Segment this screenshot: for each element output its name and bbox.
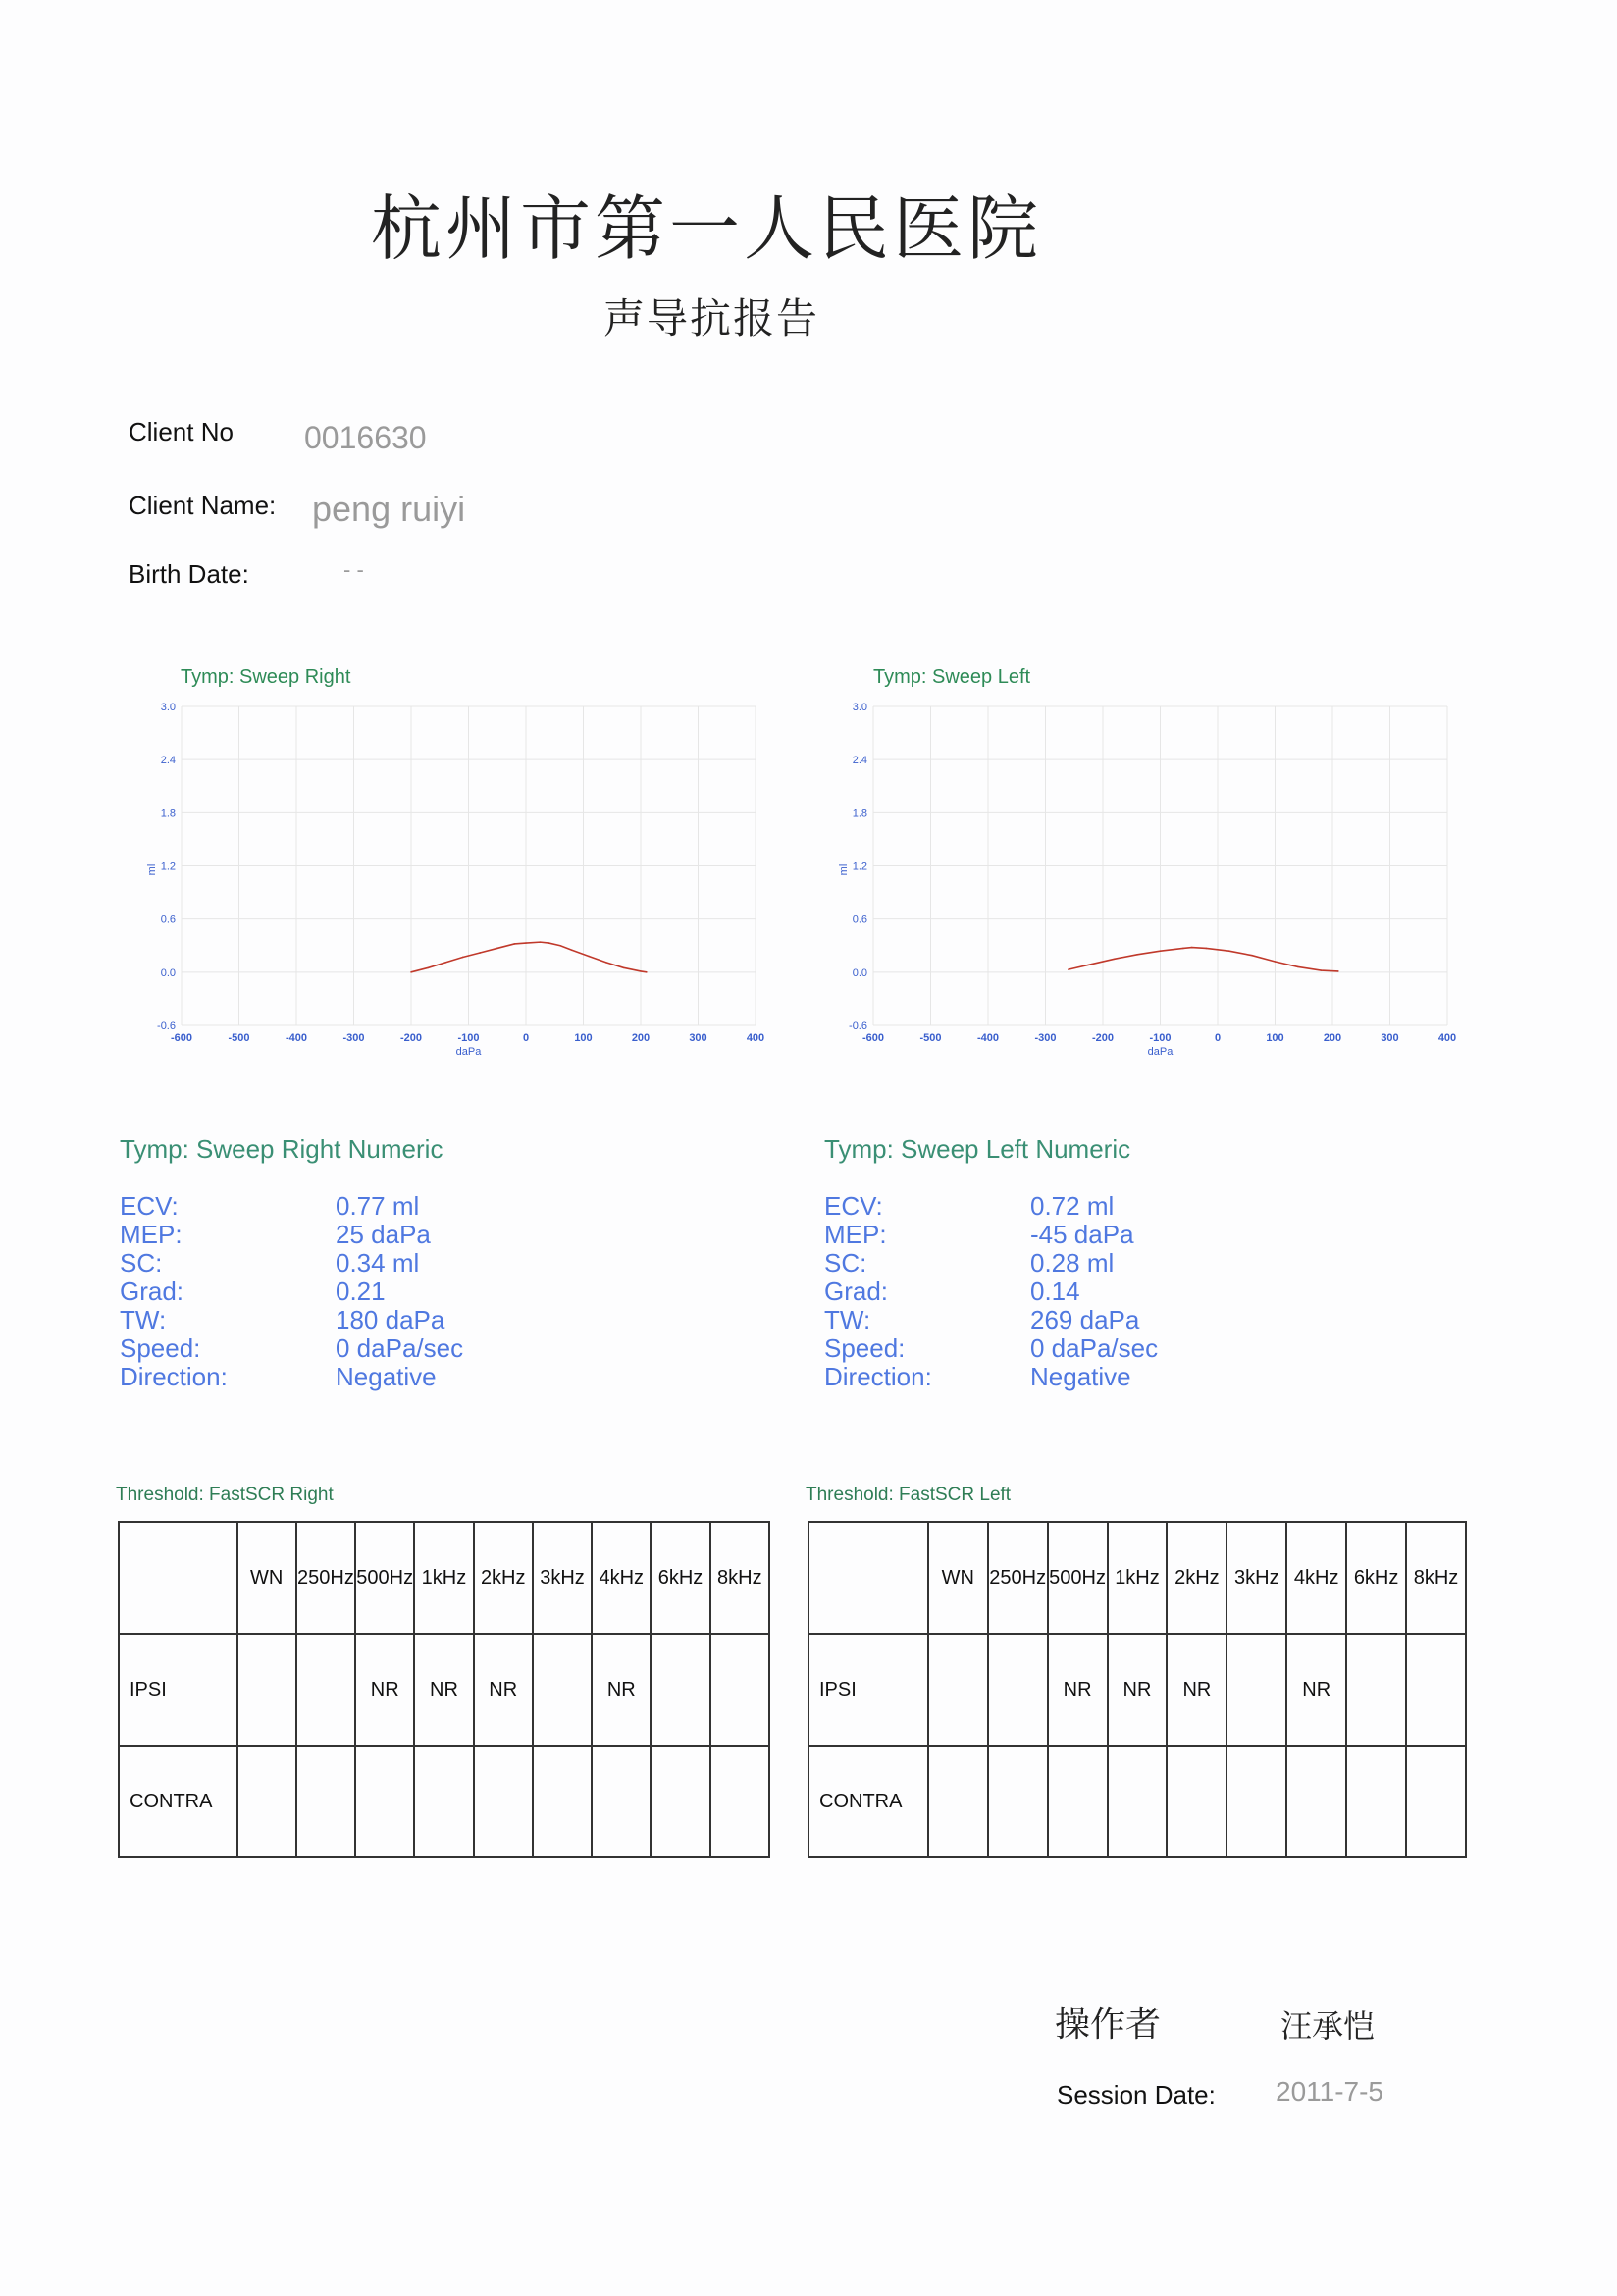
y-tick-label: 2.4 bbox=[160, 755, 176, 767]
threshold-left-cell: NR bbox=[1167, 1634, 1226, 1746]
data-point bbox=[1136, 954, 1138, 956]
x-tick-label: -400 bbox=[976, 1032, 1000, 1044]
tymp-series-line bbox=[411, 942, 647, 972]
operator-label: 操作者 bbox=[1055, 2005, 1162, 2045]
data-point bbox=[646, 971, 648, 973]
threshold-left-cell: NR bbox=[1286, 1634, 1346, 1746]
numeric-right-value: 0 daPa/sec bbox=[336, 1333, 464, 1363]
threshold-right-cell bbox=[710, 1746, 769, 1857]
numeric-right-value: 0.34 ml bbox=[336, 1248, 420, 1278]
numeric-left-key: TW: bbox=[824, 1305, 871, 1334]
threshold-left-cell bbox=[1346, 1634, 1406, 1746]
threshold-right-header-cell: 3kHz bbox=[533, 1522, 592, 1634]
session-date-label: Session Date: bbox=[1057, 2080, 1216, 2110]
threshold-left-cell bbox=[1406, 1634, 1466, 1746]
numeric-left-row bbox=[824, 1278, 1315, 1306]
threshold-left-cell bbox=[1406, 1746, 1466, 1857]
x-tick-label: -300 bbox=[342, 1032, 365, 1044]
data-point bbox=[571, 949, 573, 951]
client-name-label: Client Name: bbox=[129, 491, 277, 520]
numeric-right-key: Speed: bbox=[120, 1333, 201, 1363]
numeric-left-row bbox=[824, 1249, 1315, 1278]
x-axis-label: daPa bbox=[1147, 1046, 1174, 1058]
x-tick-label: -200 bbox=[399, 1032, 423, 1044]
numeric-left-value: 269 daPa bbox=[1030, 1305, 1140, 1334]
y-tick-label: 1.8 bbox=[852, 808, 867, 820]
numeric-right-value: 180 daPa bbox=[336, 1305, 445, 1334]
numeric-right-row bbox=[120, 1363, 610, 1391]
threshold-right-header-row bbox=[119, 1522, 769, 1634]
numeric-left-value: 0.28 ml bbox=[1030, 1248, 1115, 1278]
threshold-right-header-cell: WN bbox=[237, 1522, 296, 1634]
numeric-left-value: -45 daPa bbox=[1030, 1220, 1134, 1249]
threshold-right-cell bbox=[651, 1746, 709, 1857]
numeric-right-value: 25 daPa bbox=[336, 1220, 431, 1249]
threshold-right-cell: NR bbox=[355, 1634, 414, 1746]
numeric-left-title: Tymp: Sweep Left Numeric bbox=[824, 1134, 1131, 1164]
x-tick-label: 200 bbox=[631, 1032, 651, 1044]
numeric-left-key: SC: bbox=[824, 1248, 867, 1278]
threshold-left-header-cell: WN bbox=[928, 1522, 988, 1634]
y-tick-label: 1.8 bbox=[160, 808, 176, 820]
threshold-right-cell bbox=[237, 1746, 296, 1857]
threshold-right-cell bbox=[296, 1746, 355, 1857]
tymp-right-chart bbox=[137, 687, 775, 1070]
x-tick-label: -100 bbox=[457, 1032, 480, 1044]
x-tick-label: -100 bbox=[1149, 1032, 1172, 1044]
threshold-left-header-cell: 4kHz bbox=[1286, 1522, 1346, 1634]
numeric-left-list bbox=[824, 1192, 1315, 1391]
threshold-right-cell bbox=[296, 1634, 355, 1746]
threshold-left-row-label: IPSI bbox=[808, 1634, 928, 1746]
numeric-right-key: ECV: bbox=[120, 1191, 179, 1221]
x-tick-label: -600 bbox=[170, 1032, 193, 1044]
threshold-left-cell bbox=[1226, 1634, 1286, 1746]
threshold-right-header-cell: 1kHz bbox=[414, 1522, 473, 1634]
numeric-right-row bbox=[120, 1334, 610, 1363]
numeric-right-title: Tymp: Sweep Right Numeric bbox=[120, 1134, 443, 1164]
data-point bbox=[428, 967, 430, 969]
data-point bbox=[410, 971, 412, 973]
threshold-right-cell bbox=[710, 1634, 769, 1746]
data-point bbox=[548, 942, 550, 944]
threshold-left-cell bbox=[928, 1746, 988, 1857]
threshold-left-cell bbox=[988, 1634, 1048, 1746]
data-point bbox=[1321, 969, 1323, 971]
threshold-right-table bbox=[118, 1521, 770, 1858]
threshold-left-header-cell: 2kHz bbox=[1167, 1522, 1226, 1634]
data-point bbox=[1160, 950, 1162, 952]
numeric-right-row bbox=[120, 1221, 610, 1249]
numeric-right-key: SC: bbox=[120, 1248, 163, 1278]
threshold-right-cell bbox=[237, 1634, 296, 1746]
numeric-right-row bbox=[120, 1306, 610, 1334]
threshold-left-cell bbox=[1108, 1746, 1168, 1857]
numeric-left-key: Direction: bbox=[824, 1362, 932, 1391]
y-tick-label: 0.0 bbox=[160, 966, 176, 979]
data-point bbox=[496, 948, 498, 950]
x-tick-label: -500 bbox=[228, 1032, 250, 1044]
y-tick-label: 3.0 bbox=[160, 702, 176, 713]
data-point bbox=[1114, 958, 1116, 960]
x-tick-label: -200 bbox=[1091, 1032, 1115, 1044]
numeric-left-value: 0 daPa/sec bbox=[1030, 1333, 1159, 1363]
threshold-left-cell bbox=[1167, 1746, 1226, 1857]
threshold-right-cell bbox=[474, 1746, 533, 1857]
threshold-right-cell: NR bbox=[474, 1634, 533, 1746]
data-point bbox=[514, 943, 516, 945]
x-tick-label: -500 bbox=[919, 1032, 942, 1044]
threshold-left-cell bbox=[928, 1634, 988, 1746]
threshold-left-header-cell: 6kHz bbox=[1346, 1522, 1406, 1634]
threshold-left-cell bbox=[1346, 1746, 1406, 1857]
data-point bbox=[1182, 948, 1184, 950]
threshold-left-cell bbox=[1286, 1746, 1346, 1857]
chart-right-title: Tymp: Sweep Right bbox=[181, 666, 351, 688]
client-no-label: Client No bbox=[129, 417, 234, 446]
x-tick-label: 300 bbox=[1381, 1032, 1399, 1044]
numeric-left-row bbox=[824, 1306, 1315, 1334]
numeric-right-key: Grad: bbox=[120, 1277, 184, 1306]
numeric-left-value: 0.14 bbox=[1030, 1277, 1080, 1306]
x-tick-label: -400 bbox=[285, 1032, 308, 1044]
numeric-left-row bbox=[824, 1334, 1315, 1363]
x-tick-label: 200 bbox=[1323, 1032, 1342, 1044]
threshold-left-header-cell: 3kHz bbox=[1226, 1522, 1286, 1634]
data-point bbox=[559, 945, 561, 947]
y-tick-label: 1.2 bbox=[160, 861, 176, 873]
numeric-left-row bbox=[824, 1363, 1315, 1391]
threshold-right-header-cell: 500Hz bbox=[355, 1522, 414, 1634]
data-point bbox=[1251, 955, 1253, 957]
data-point bbox=[1191, 947, 1193, 949]
numeric-right-key: TW: bbox=[120, 1305, 167, 1334]
y-tick-label: 0.0 bbox=[852, 966, 867, 979]
data-point bbox=[1206, 948, 1208, 950]
threshold-right-header-cell: 2kHz bbox=[474, 1522, 533, 1634]
data-point bbox=[623, 967, 625, 969]
numeric-right-key: MEP: bbox=[120, 1220, 183, 1249]
report-title: 声导抗报告 bbox=[602, 294, 819, 342]
x-tick-label: 400 bbox=[1437, 1032, 1457, 1044]
data-point bbox=[462, 957, 464, 959]
numeric-left-key: Grad: bbox=[824, 1277, 889, 1306]
y-tick-label: -0.6 bbox=[849, 1020, 867, 1032]
threshold-left-title: Threshold: FastSCR Left bbox=[806, 1485, 1012, 1505]
hospital-name: 杭州市第一人民医院 bbox=[370, 187, 1042, 270]
threshold-right-row bbox=[119, 1746, 769, 1857]
numeric-right-list bbox=[120, 1192, 610, 1391]
birth-date-value: - - bbox=[343, 557, 364, 582]
threshold-right-cell bbox=[533, 1634, 592, 1746]
threshold-left-cell: NR bbox=[1108, 1634, 1168, 1746]
threshold-left-row bbox=[808, 1746, 1466, 1857]
y-tick-label: 3.0 bbox=[852, 702, 867, 713]
data-point bbox=[1228, 950, 1230, 952]
data-point bbox=[589, 956, 591, 958]
y-axis-label: ml bbox=[838, 863, 850, 876]
data-point bbox=[444, 962, 446, 964]
numeric-right-key: Direction: bbox=[120, 1362, 228, 1391]
threshold-left-cell bbox=[1048, 1746, 1108, 1857]
data-point bbox=[479, 952, 481, 954]
threshold-right-cell bbox=[533, 1746, 592, 1857]
chart-left-title: Tymp: Sweep Left bbox=[873, 666, 1031, 688]
data-point bbox=[1297, 966, 1299, 968]
y-tick-label: 0.6 bbox=[852, 913, 867, 926]
threshold-left-row bbox=[808, 1634, 1466, 1746]
data-point bbox=[525, 942, 527, 944]
numeric-left-row bbox=[824, 1192, 1315, 1221]
x-axis-label: daPa bbox=[455, 1046, 482, 1058]
numeric-left-key: MEP: bbox=[824, 1220, 887, 1249]
threshold-right-row-label: IPSI bbox=[119, 1634, 237, 1746]
numeric-right-value: 0.21 bbox=[336, 1277, 386, 1306]
x-tick-label: 100 bbox=[574, 1032, 593, 1044]
threshold-left-header-cell: 8kHz bbox=[1406, 1522, 1466, 1634]
threshold-left-table bbox=[808, 1521, 1467, 1858]
numeric-left-value: Negative bbox=[1030, 1362, 1131, 1391]
threshold-right-header-cell: 8kHz bbox=[710, 1522, 769, 1634]
data-point bbox=[540, 941, 542, 943]
threshold-left-row-label: CONTRA bbox=[808, 1746, 928, 1857]
threshold-left-header-cell bbox=[808, 1522, 928, 1634]
threshold-right-cell bbox=[592, 1746, 651, 1857]
numeric-right-value: Negative bbox=[336, 1362, 437, 1391]
threshold-right-header-cell: 250Hz bbox=[296, 1522, 355, 1634]
threshold-right-cell: NR bbox=[592, 1634, 651, 1746]
threshold-left-header-row bbox=[808, 1522, 1466, 1634]
numeric-right-row bbox=[120, 1192, 610, 1221]
threshold-left-header-cell: 250Hz bbox=[988, 1522, 1048, 1634]
data-point bbox=[1337, 970, 1339, 972]
tymp-left-chart bbox=[829, 687, 1467, 1070]
y-tick-label: -0.6 bbox=[157, 1020, 176, 1032]
x-tick-label: 0 bbox=[522, 1032, 530, 1044]
numeric-left-key: ECV: bbox=[824, 1191, 883, 1221]
threshold-right-header-cell bbox=[119, 1522, 237, 1634]
y-tick-label: 0.6 bbox=[160, 913, 176, 926]
numeric-right-row bbox=[120, 1278, 610, 1306]
threshold-right-row-label: CONTRA bbox=[119, 1746, 237, 1857]
threshold-left-header-cell: 500Hz bbox=[1048, 1522, 1108, 1634]
x-tick-label: 400 bbox=[746, 1032, 765, 1044]
y-tick-label: 2.4 bbox=[852, 755, 867, 767]
x-tick-label: -300 bbox=[1034, 1032, 1057, 1044]
birth-date-label: Birth Date: bbox=[129, 559, 249, 589]
threshold-right-header-cell: 6kHz bbox=[651, 1522, 709, 1634]
x-tick-label: 0 bbox=[1214, 1032, 1222, 1044]
data-point bbox=[640, 970, 642, 972]
threshold-left-cell bbox=[1226, 1746, 1286, 1857]
threshold-right-cell: NR bbox=[414, 1634, 473, 1746]
data-point bbox=[1091, 964, 1093, 965]
tymp-series-line bbox=[1069, 948, 1338, 971]
y-tick-label: 1.2 bbox=[852, 861, 867, 873]
data-point bbox=[605, 962, 607, 964]
threshold-left-cell: NR bbox=[1048, 1634, 1108, 1746]
threshold-right-cell bbox=[355, 1746, 414, 1857]
y-axis-label: ml bbox=[146, 863, 158, 876]
threshold-right-row bbox=[119, 1634, 769, 1746]
numeric-right-row bbox=[120, 1249, 610, 1278]
threshold-right-cell bbox=[651, 1634, 709, 1746]
client-name-value: peng ruiyi bbox=[312, 489, 466, 529]
x-tick-label: 100 bbox=[1266, 1032, 1284, 1044]
threshold-right-header-cell: 4kHz bbox=[592, 1522, 651, 1634]
numeric-left-row bbox=[824, 1221, 1315, 1249]
x-tick-label: 300 bbox=[689, 1032, 707, 1044]
threshold-right-cell bbox=[414, 1746, 473, 1857]
x-tick-label: -600 bbox=[861, 1032, 885, 1044]
numeric-right-value: 0.77 ml bbox=[336, 1191, 420, 1221]
client-no-value: 0016630 bbox=[304, 420, 427, 455]
session-date-value: 2011-7-5 bbox=[1276, 2076, 1384, 2107]
threshold-left-header-cell: 1kHz bbox=[1108, 1522, 1168, 1634]
operator-signature: 汪承恺 bbox=[1280, 2008, 1376, 2045]
data-point bbox=[1068, 968, 1069, 970]
threshold-right-title: Threshold: FastSCR Right bbox=[116, 1485, 334, 1505]
data-point bbox=[1275, 961, 1277, 963]
numeric-left-value: 0.72 ml bbox=[1030, 1191, 1115, 1221]
threshold-left-cell bbox=[988, 1746, 1048, 1857]
numeric-left-key: Speed: bbox=[824, 1333, 906, 1363]
